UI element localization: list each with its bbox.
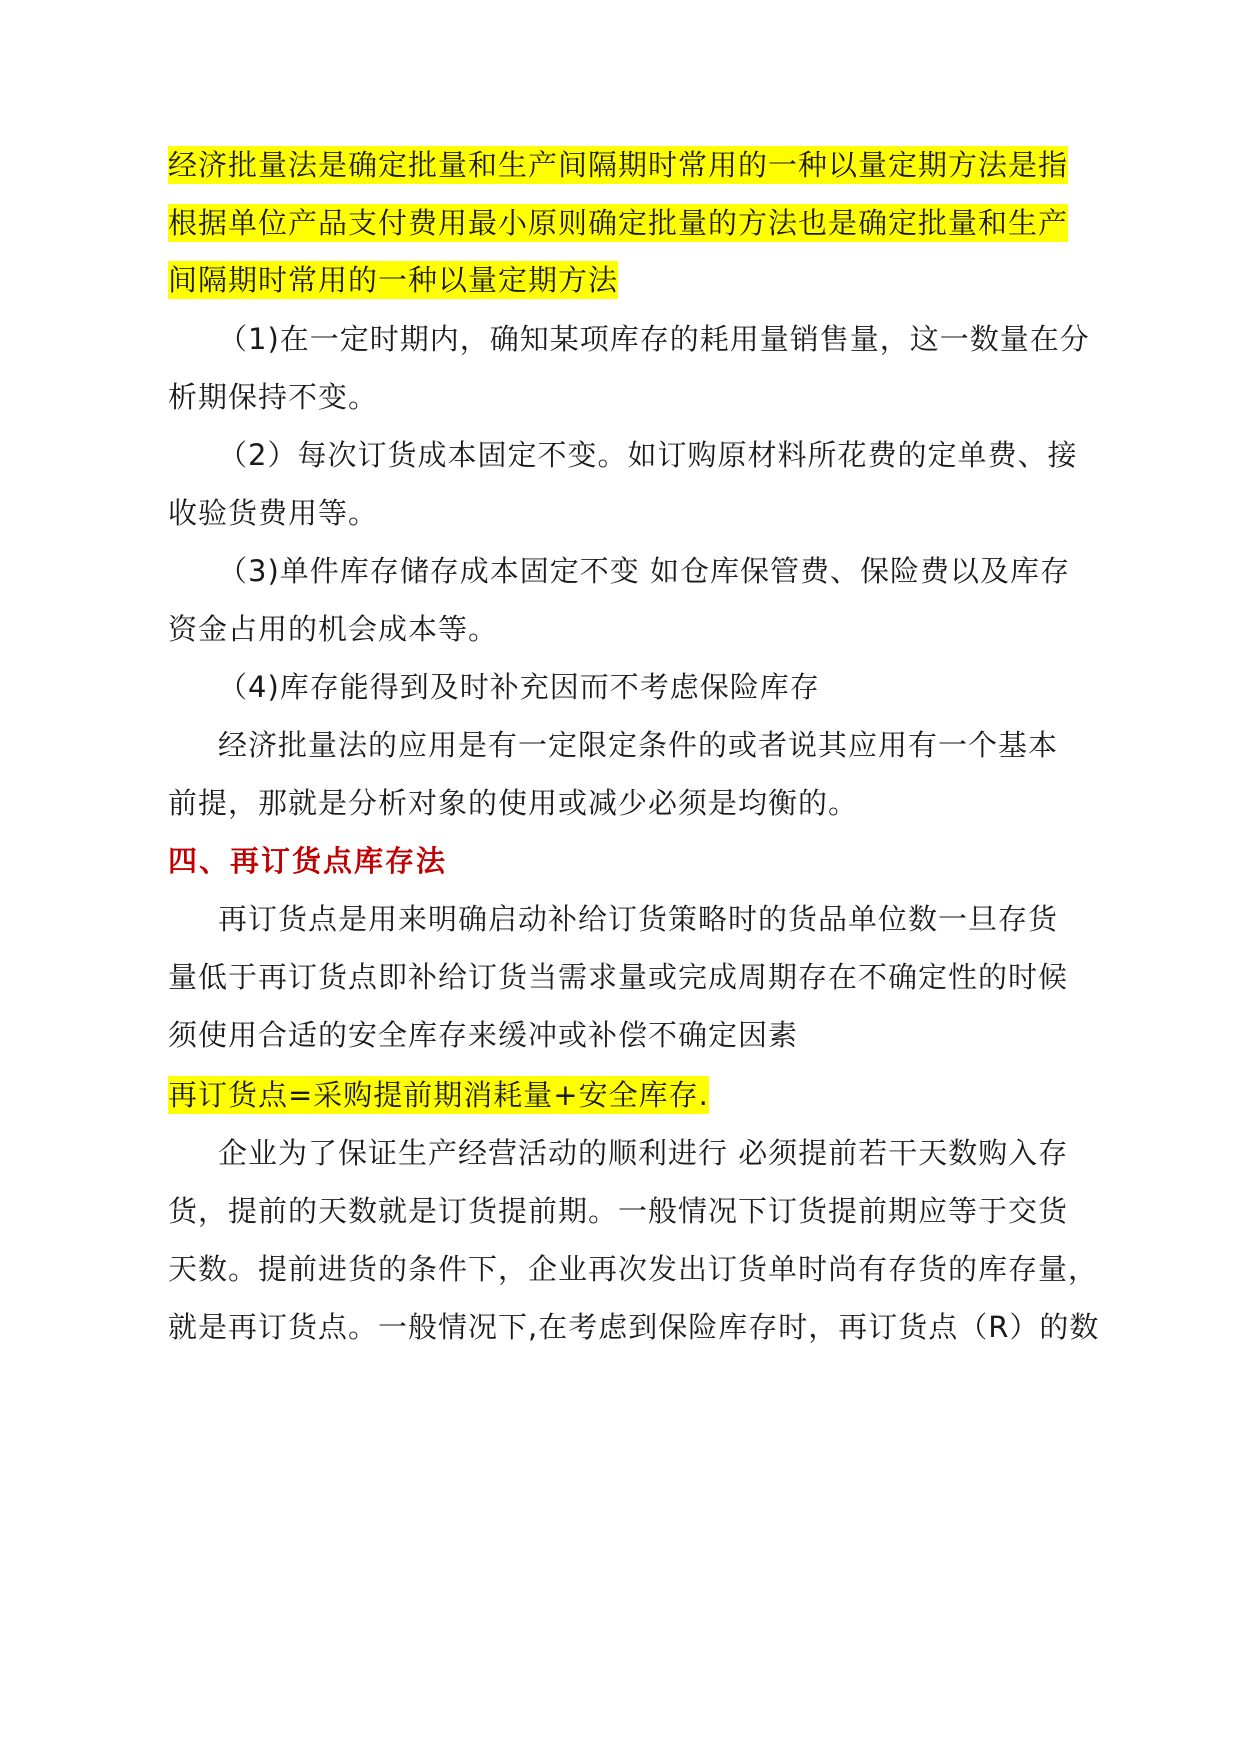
paragraph-line: 企业为了保证生产经营活动的顺利进行 必须提前若干天数购入存 [218,1136,1069,1170]
list-item-3: （3)单件库存储存成本固定不变 如仓库保管费、保险费以及库存 [218,554,1070,588]
paragraph-line: 再订货点是用来明确启动补给订货策略时的货品单位数一旦存货 [218,902,1059,936]
paragraph-line: 货，提前的天数就是订货提前期。一般情况下订货提前期应等于交货 [168,1194,1069,1228]
paragraph-line: 量低于再订货点即补给订货当需求量或完成周期存在不确定性的时候 [168,960,1069,994]
paragraph-line: 经济批量法的应用是有一定限定条件的或者说其应用有一个基本 [218,728,1059,762]
list-item-1: （1)在一定时期内，确知某项库存的耗用量销售量，这一数量在分 [218,322,1090,356]
paragraph-line [168,205,1068,241]
paragraph-line [168,262,618,298]
list-item-2-cont: 收验货费用等。 [168,496,379,530]
list-item-3-cont: 资金占用的机会成本等。 [168,612,499,646]
list-item-2: （2）每次订货成本固定不变。如订购原材料所花费的定单费、接 [218,438,1078,472]
paragraph-line: 天数。提前进货的条件下，企业再次发出订货单时尚有存货的库存量， [168,1252,1099,1286]
paragraph-line: 就是再订货点。一般情况下,在考虑到保险库存时，再订货点（R）的数 [168,1310,1100,1344]
paragraph-line: 前提，那就是分析对象的使用或减少必须是均衡的。 [168,786,859,820]
list-item-1-cont: 析期保持不变。 [168,380,379,414]
section-heading: 四、再订货点库存法 [168,844,448,878]
paragraph-line [168,147,1068,183]
paragraph-line: 须使用合适的安全库存来缓冲或补偿不确定因素 [168,1018,799,1052]
highlighted-text: 根据单位产品支付费用最小原则确定批量的方法也是确定批量和生产 [168,206,1069,240]
highlighted-text: 经济批量法是确定批量和生产间隔期时常用的一种以量定期方法是指 [168,148,1069,182]
highlighted-formula: 再订货点=采购提前期消耗量+安全库存. [168,1078,709,1112]
highlighted-text: 间隔期时常用的一种以量定期方法 [168,263,619,297]
formula-line [168,1077,709,1113]
list-item-4: （4)库存能得到及时补充因而不考虑保险库存 [218,670,820,704]
